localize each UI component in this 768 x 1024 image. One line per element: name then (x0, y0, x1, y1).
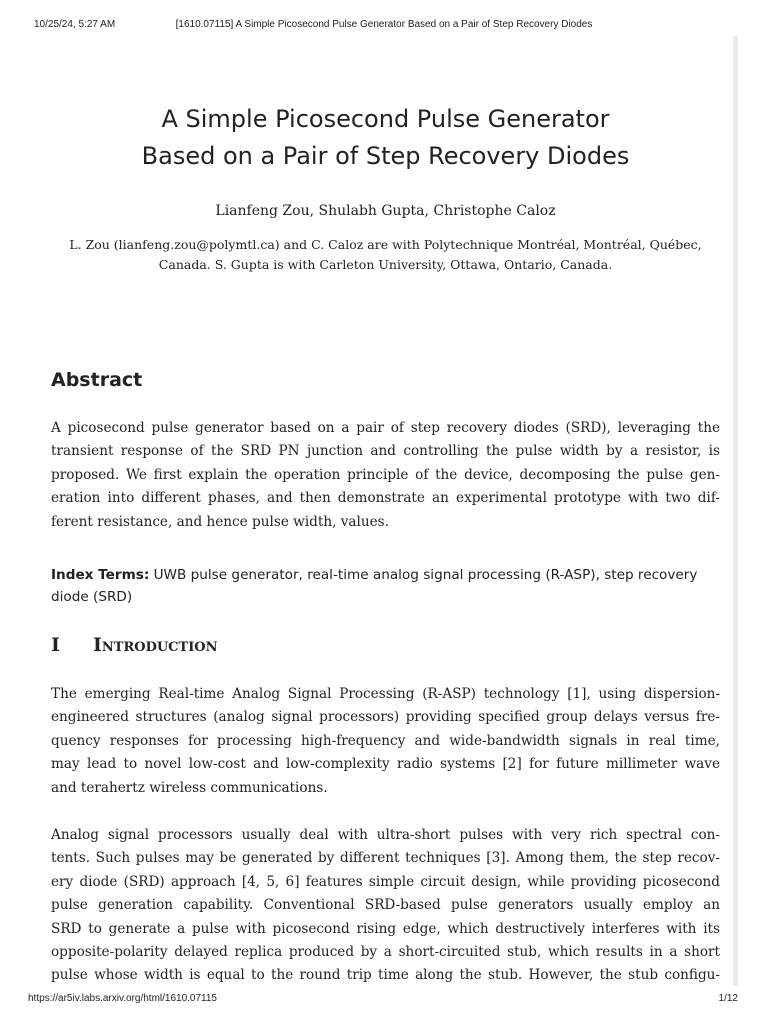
print-url: https://ar5iv.labs.arxiv.org/html/1610.07115 (28, 993, 217, 1004)
intro-line: pulse generation capability. Conventional SRD-based pulse generators usually employ an (51, 897, 720, 914)
abstract-heading: Abstract (51, 369, 143, 391)
print-page-number: 1/12 (718, 993, 738, 1004)
intro-line: ery diode (SRD) approach [4, 5, 6] features simple circuit design, while providing picosecond (51, 873, 720, 890)
title-line: A Simple Picosecond Pulse Generator (161, 105, 610, 133)
section-title: Introduction (93, 634, 218, 656)
intro-line: and terahertz wireless communications. (51, 779, 328, 796)
intro-line: quency responses for processing high-frequency and wide-bandwidth signals in real time, (51, 732, 720, 749)
title-line: Based on a Pair of Step Recovery Diodes (141, 142, 630, 170)
intro-line: may lead to novel low-cost and low-complexity radio systems [2] for future millimeter wave (51, 756, 720, 773)
print-page-title: [1610.07115] A Simple Picosecond Pulse Generator Based on a Pair of Step Recovery Diodes (175, 19, 593, 30)
section-heading-introduction (51, 634, 218, 656)
affiliation-note (51, 235, 720, 275)
index-terms (51, 564, 720, 608)
index-terms-text: UWB pulse generator, real-time analog signal processing (R-ASP), step recovery diode (SRD) (51, 567, 698, 605)
intro-paragraph-2 (51, 824, 720, 988)
intro-line: engineered structures (analog signal processors) providing specified group delays versus fre- (51, 709, 720, 726)
print-datetime: 10/25/24, 5:27 AM (34, 19, 116, 30)
affiliation-line: L. Zou (lianfeng.zou@polymtl.ca) and C. Caloz are with Polytechnique Montréal, Montréal, Québec, (69, 237, 702, 252)
section-number: I (51, 634, 60, 656)
abstract-line: proposed. We first explain the operation principle of the device, decomposing the pulse gen- (51, 466, 720, 483)
intro-line: pulse whose width is equal to the round trip time along the stub. However, the stub configu- (51, 967, 720, 984)
abstract-text (51, 417, 720, 534)
intro-line: opposite-polarity delayed replica produced by a short-circuited stub, which results in a short (51, 943, 720, 960)
intro-line: SRD to generate a pulse with picosecond rising edge, which destructively interferes with its (51, 920, 720, 937)
intro-line: Analog signal processors usually deal with ultra-short pulses with very rich spectral con- (51, 827, 720, 843)
abstract-line: ferent resistance, and hence pulse width, values. (51, 513, 389, 530)
author-list: Lianfeng Zou, Shulabh Gupta, Christophe Caloz (215, 203, 556, 219)
abstract-line: eration into different phases, and then demonstrate an experimental prototype with two dif- (51, 490, 720, 507)
intro-paragraph-1 (51, 683, 720, 800)
scrollbar[interactable] (733, 36, 738, 986)
affiliation-line: Canada. S. Gupta is with Carleton University, Ottawa, Ontario, Canada. (158, 257, 613, 272)
paper-title (51, 101, 720, 175)
intro-line: tents. Such pulses may be generated by different techniques [3]. Among them, the step recov- (51, 850, 720, 867)
intro-line: The emerging Real-time Analog Signal Processing (R-ASP) technology [1], using dispersion- (51, 686, 720, 702)
index-terms-label: Index Terms: (51, 567, 150, 583)
abstract-line: A picosecond pulse generator based on a pair of step recovery diodes (SRD), leveraging the (51, 420, 720, 436)
abstract-line: transient response of the SRD PN junction and controlling the pulse width by a resistor, is (51, 443, 720, 460)
